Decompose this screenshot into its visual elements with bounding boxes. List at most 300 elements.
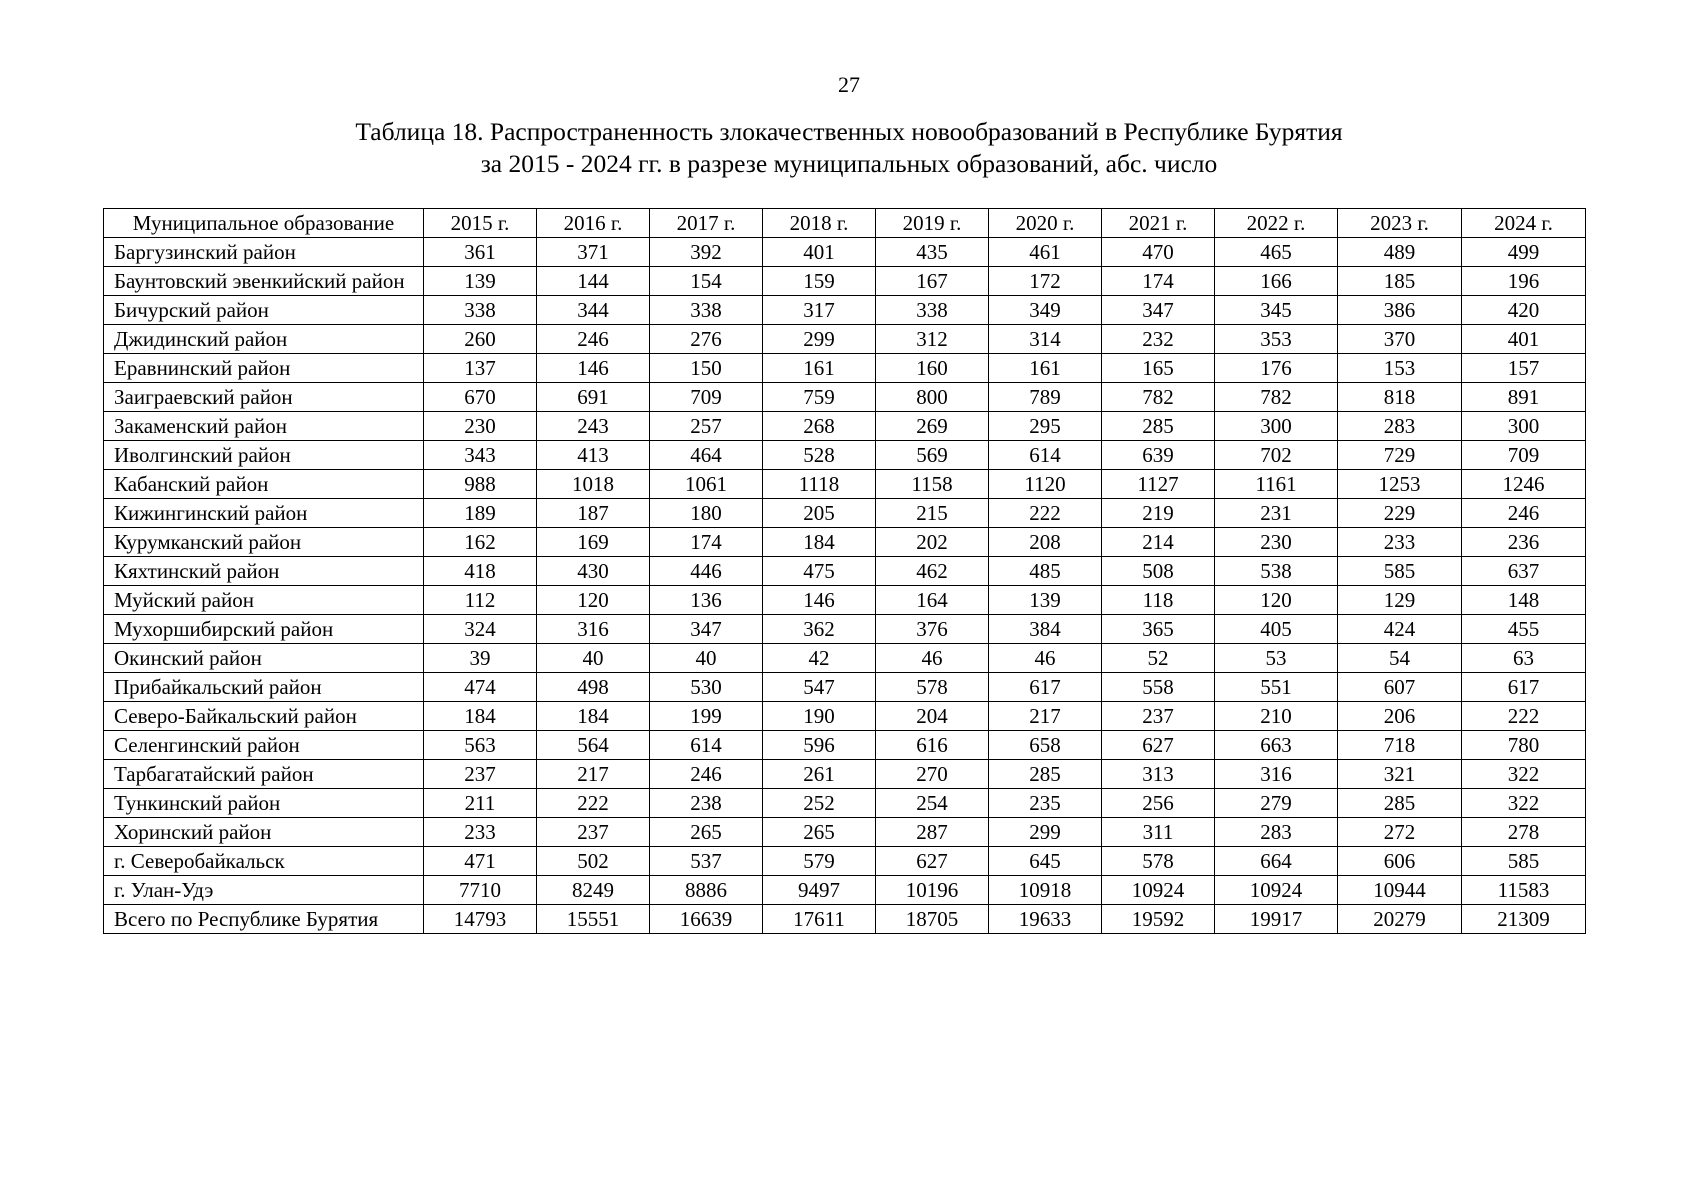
cell-value: 246 xyxy=(1462,499,1586,528)
cell-value: 222 xyxy=(537,789,650,818)
municipality-name: Тункинский район xyxy=(104,789,424,818)
table-row xyxy=(104,586,1586,615)
cell-value: 184 xyxy=(537,702,650,731)
table-row xyxy=(104,905,1586,934)
cell-value: 167 xyxy=(876,267,989,296)
municipality-name: Джидинский район xyxy=(104,325,424,354)
cell-value: 465 xyxy=(1215,238,1338,267)
municipality-name: Кяхтинский район xyxy=(104,557,424,586)
cell-value: 343 xyxy=(424,441,537,470)
table-row xyxy=(104,470,1586,499)
cell-value: 321 xyxy=(1338,760,1462,789)
page-number: 27 xyxy=(838,72,860,97)
cell-value: 14793 xyxy=(424,905,537,934)
cell-value: 639 xyxy=(1102,441,1215,470)
cell-value: 645 xyxy=(989,847,1102,876)
header-year: 2018 г. xyxy=(763,209,876,238)
cell-value: 169 xyxy=(537,528,650,557)
cell-value: 165 xyxy=(1102,354,1215,383)
cell-value: 664 xyxy=(1215,847,1338,876)
cell-value: 1120 xyxy=(989,470,1102,499)
cell-value: 551 xyxy=(1215,673,1338,702)
table-title-line-2: за 2015 - 2024 гг. в разрезе муниципальных образований, абс. число xyxy=(480,149,1218,178)
municipality-name: Мухоршибирский район xyxy=(104,615,424,644)
municipality-name: Бичурский район xyxy=(104,296,424,325)
cell-value: 530 xyxy=(650,673,763,702)
header-year: 2015 г. xyxy=(424,209,537,238)
table-row xyxy=(104,441,1586,470)
cell-value: 184 xyxy=(763,528,876,557)
cell-value: 39 xyxy=(424,644,537,673)
cell-value: 53 xyxy=(1215,644,1338,673)
cell-value: 464 xyxy=(650,441,763,470)
cell-value: 607 xyxy=(1338,673,1462,702)
cell-value: 19633 xyxy=(989,905,1102,934)
cell-value: 270 xyxy=(876,760,989,789)
cell-value: 252 xyxy=(763,789,876,818)
table-row xyxy=(104,673,1586,702)
municipality-name: Всего по Республике Бурятия xyxy=(104,905,424,934)
cell-value: 20279 xyxy=(1338,905,1462,934)
table-title xyxy=(0,116,1698,180)
cell-value: 316 xyxy=(537,615,650,644)
cell-value: 19917 xyxy=(1215,905,1338,934)
cell-value: 616 xyxy=(876,731,989,760)
cell-value: 287 xyxy=(876,818,989,847)
cell-value: 384 xyxy=(989,615,1102,644)
cell-value: 146 xyxy=(763,586,876,615)
cell-value: 499 xyxy=(1462,238,1586,267)
municipality-name: Окинский район xyxy=(104,644,424,673)
cell-value: 627 xyxy=(1102,731,1215,760)
cell-value: 261 xyxy=(763,760,876,789)
municipality-name: Муйский район xyxy=(104,586,424,615)
cell-value: 988 xyxy=(424,470,537,499)
cell-value: 606 xyxy=(1338,847,1462,876)
header-municipality: Муниципальное образование xyxy=(104,209,424,238)
cell-value: 19592 xyxy=(1102,905,1215,934)
cell-value: 16639 xyxy=(650,905,763,934)
cell-value: 462 xyxy=(876,557,989,586)
cell-value: 217 xyxy=(989,702,1102,731)
cell-value: 637 xyxy=(1462,557,1586,586)
cell-value: 237 xyxy=(1102,702,1215,731)
cell-value: 230 xyxy=(424,412,537,441)
table-row xyxy=(104,760,1586,789)
cell-value: 338 xyxy=(650,296,763,325)
cell-value: 617 xyxy=(1462,673,1586,702)
cell-value: 780 xyxy=(1462,731,1586,760)
cell-value: 1118 xyxy=(763,470,876,499)
municipality-name: Баргузинский район xyxy=(104,238,424,267)
cell-value: 709 xyxy=(1462,441,1586,470)
table-row xyxy=(104,383,1586,412)
cell-value: 202 xyxy=(876,528,989,557)
cell-value: 269 xyxy=(876,412,989,441)
cell-value: 376 xyxy=(876,615,989,644)
cell-value: 312 xyxy=(876,325,989,354)
cell-value: 206 xyxy=(1338,702,1462,731)
municipality-name: Иволгинский район xyxy=(104,441,424,470)
table-row xyxy=(104,238,1586,267)
cell-value: 146 xyxy=(537,354,650,383)
cell-value: 446 xyxy=(650,557,763,586)
cell-value: 136 xyxy=(650,586,763,615)
cell-value: 174 xyxy=(1102,267,1215,296)
cell-value: 371 xyxy=(537,238,650,267)
cell-value: 157 xyxy=(1462,354,1586,383)
cell-value: 129 xyxy=(1338,586,1462,615)
cell-value: 161 xyxy=(989,354,1102,383)
cell-value: 172 xyxy=(989,267,1102,296)
cell-value: 322 xyxy=(1462,789,1586,818)
cell-value: 547 xyxy=(763,673,876,702)
cell-value: 185 xyxy=(1338,267,1462,296)
cell-value: 260 xyxy=(424,325,537,354)
cell-value: 161 xyxy=(763,354,876,383)
cell-value: 10196 xyxy=(876,876,989,905)
cell-value: 392 xyxy=(650,238,763,267)
cell-value: 8886 xyxy=(650,876,763,905)
cell-value: 18705 xyxy=(876,905,989,934)
cell-value: 174 xyxy=(650,528,763,557)
cell-value: 190 xyxy=(763,702,876,731)
cell-value: 233 xyxy=(1338,528,1462,557)
cell-value: 54 xyxy=(1338,644,1462,673)
cell-value: 709 xyxy=(650,383,763,412)
cell-value: 208 xyxy=(989,528,1102,557)
header-year: 2016 г. xyxy=(537,209,650,238)
cell-value: 285 xyxy=(1338,789,1462,818)
cell-value: 322 xyxy=(1462,760,1586,789)
cell-value: 199 xyxy=(650,702,763,731)
cell-value: 299 xyxy=(989,818,1102,847)
cell-value: 718 xyxy=(1338,731,1462,760)
cell-value: 246 xyxy=(650,760,763,789)
cell-value: 401 xyxy=(1462,325,1586,354)
cell-value: 187 xyxy=(537,499,650,528)
cell-value: 614 xyxy=(650,731,763,760)
cell-value: 300 xyxy=(1462,412,1586,441)
cell-value: 295 xyxy=(989,412,1102,441)
header-year: 2022 г. xyxy=(1215,209,1338,238)
table-row xyxy=(104,731,1586,760)
cell-value: 205 xyxy=(763,499,876,528)
cell-value: 120 xyxy=(537,586,650,615)
cell-value: 789 xyxy=(989,383,1102,412)
table-row xyxy=(104,499,1586,528)
table-row xyxy=(104,267,1586,296)
cell-value: 164 xyxy=(876,586,989,615)
cell-value: 235 xyxy=(989,789,1102,818)
municipality-name: Северо-Байкальский район xyxy=(104,702,424,731)
cell-value: 63 xyxy=(1462,644,1586,673)
municipality-name: г. Улан-Удэ xyxy=(104,876,424,905)
cell-value: 210 xyxy=(1215,702,1338,731)
table-row xyxy=(104,818,1586,847)
cell-value: 485 xyxy=(989,557,1102,586)
cell-value: 361 xyxy=(424,238,537,267)
cell-value: 702 xyxy=(1215,441,1338,470)
cell-value: 215 xyxy=(876,499,989,528)
cell-value: 154 xyxy=(650,267,763,296)
cell-value: 217 xyxy=(537,760,650,789)
cell-value: 386 xyxy=(1338,296,1462,325)
cell-value: 256 xyxy=(1102,789,1215,818)
cell-value: 324 xyxy=(424,615,537,644)
table-row xyxy=(104,702,1586,731)
cell-value: 204 xyxy=(876,702,989,731)
municipality-name: Закаменский район xyxy=(104,412,424,441)
cell-value: 257 xyxy=(650,412,763,441)
cell-value: 344 xyxy=(537,296,650,325)
cell-value: 311 xyxy=(1102,818,1215,847)
table-row xyxy=(104,325,1586,354)
cell-value: 231 xyxy=(1215,499,1338,528)
cell-value: 1246 xyxy=(1462,470,1586,499)
cell-value: 508 xyxy=(1102,557,1215,586)
cell-value: 150 xyxy=(650,354,763,383)
cell-value: 1253 xyxy=(1338,470,1462,499)
cell-value: 230 xyxy=(1215,528,1338,557)
cell-value: 627 xyxy=(876,847,989,876)
cell-value: 219 xyxy=(1102,499,1215,528)
cell-value: 564 xyxy=(537,731,650,760)
cell-value: 413 xyxy=(537,441,650,470)
table-row xyxy=(104,847,1586,876)
cell-value: 455 xyxy=(1462,615,1586,644)
cell-value: 617 xyxy=(989,673,1102,702)
cell-value: 471 xyxy=(424,847,537,876)
cell-value: 614 xyxy=(989,441,1102,470)
cell-value: 538 xyxy=(1215,557,1338,586)
cell-value: 585 xyxy=(1462,847,1586,876)
municipality-name: Заиграевский район xyxy=(104,383,424,412)
cell-value: 10918 xyxy=(989,876,1102,905)
cell-value: 299 xyxy=(763,325,876,354)
cell-value: 137 xyxy=(424,354,537,383)
cell-value: 489 xyxy=(1338,238,1462,267)
cancer-prevalence-table xyxy=(103,208,1586,934)
header-year: 2023 г. xyxy=(1338,209,1462,238)
cell-value: 759 xyxy=(763,383,876,412)
cell-value: 537 xyxy=(650,847,763,876)
cell-value: 148 xyxy=(1462,586,1586,615)
cell-value: 349 xyxy=(989,296,1102,325)
cell-value: 347 xyxy=(1102,296,1215,325)
cell-value: 558 xyxy=(1102,673,1215,702)
cell-value: 276 xyxy=(650,325,763,354)
table-row xyxy=(104,615,1586,644)
cell-value: 184 xyxy=(424,702,537,731)
cell-value: 353 xyxy=(1215,325,1338,354)
cell-value: 528 xyxy=(763,441,876,470)
cell-value: 1061 xyxy=(650,470,763,499)
cell-value: 233 xyxy=(424,818,537,847)
cell-value: 238 xyxy=(650,789,763,818)
cell-value: 159 xyxy=(763,267,876,296)
cell-value: 10944 xyxy=(1338,876,1462,905)
cell-value: 8249 xyxy=(537,876,650,905)
cell-value: 579 xyxy=(763,847,876,876)
cell-value: 236 xyxy=(1462,528,1586,557)
cell-value: 278 xyxy=(1462,818,1586,847)
cell-value: 670 xyxy=(424,383,537,412)
cell-value: 418 xyxy=(424,557,537,586)
cell-value: 782 xyxy=(1215,383,1338,412)
cell-value: 153 xyxy=(1338,354,1462,383)
cell-value: 9497 xyxy=(763,876,876,905)
cell-value: 10924 xyxy=(1102,876,1215,905)
cell-value: 144 xyxy=(537,267,650,296)
cell-value: 818 xyxy=(1338,383,1462,412)
cell-value: 222 xyxy=(989,499,1102,528)
cell-value: 338 xyxy=(424,296,537,325)
cell-value: 345 xyxy=(1215,296,1338,325)
table-header-row xyxy=(104,209,1586,238)
header-year: 2019 г. xyxy=(876,209,989,238)
cell-value: 470 xyxy=(1102,238,1215,267)
cell-value: 300 xyxy=(1215,412,1338,441)
cell-value: 1161 xyxy=(1215,470,1338,499)
table-row xyxy=(104,528,1586,557)
cell-value: 800 xyxy=(876,383,989,412)
municipality-name: Селенгинский район xyxy=(104,731,424,760)
cell-value: 362 xyxy=(763,615,876,644)
cell-value: 211 xyxy=(424,789,537,818)
cell-value: 474 xyxy=(424,673,537,702)
cell-value: 265 xyxy=(763,818,876,847)
cell-value: 430 xyxy=(537,557,650,586)
cell-value: 268 xyxy=(763,412,876,441)
table-row xyxy=(104,354,1586,383)
cell-value: 166 xyxy=(1215,267,1338,296)
cell-value: 317 xyxy=(763,296,876,325)
table-row xyxy=(104,412,1586,441)
cell-value: 578 xyxy=(1102,847,1215,876)
cell-value: 316 xyxy=(1215,760,1338,789)
cell-value: 347 xyxy=(650,615,763,644)
table-row xyxy=(104,296,1586,325)
cell-value: 435 xyxy=(876,238,989,267)
cell-value: 578 xyxy=(876,673,989,702)
cell-value: 569 xyxy=(876,441,989,470)
cell-value: 420 xyxy=(1462,296,1586,325)
cell-value: 365 xyxy=(1102,615,1215,644)
cell-value: 283 xyxy=(1338,412,1462,441)
cell-value: 139 xyxy=(424,267,537,296)
cell-value: 658 xyxy=(989,731,1102,760)
cell-value: 498 xyxy=(537,673,650,702)
cell-value: 285 xyxy=(989,760,1102,789)
cell-value: 265 xyxy=(650,818,763,847)
cell-value: 40 xyxy=(650,644,763,673)
cell-value: 313 xyxy=(1102,760,1215,789)
municipality-name: Еравнинский район xyxy=(104,354,424,383)
cell-value: 222 xyxy=(1462,702,1586,731)
table-title-line-1: Таблица 18. Распространенность злокачественных новообразований в Республике Бурятия xyxy=(355,117,1343,146)
cell-value: 46 xyxy=(989,644,1102,673)
municipality-name: Баунтовский эвенкийский район xyxy=(104,267,424,296)
cell-value: 160 xyxy=(876,354,989,383)
cell-value: 401 xyxy=(763,238,876,267)
cell-value: 272 xyxy=(1338,818,1462,847)
cell-value: 180 xyxy=(650,499,763,528)
municipality-name: Курумканский район xyxy=(104,528,424,557)
cell-value: 52 xyxy=(1102,644,1215,673)
cell-value: 112 xyxy=(424,586,537,615)
cell-value: 7710 xyxy=(424,876,537,905)
cell-value: 596 xyxy=(763,731,876,760)
cell-value: 15551 xyxy=(537,905,650,934)
table-row xyxy=(104,557,1586,586)
header-year: 2020 г. xyxy=(989,209,1102,238)
municipality-name: Тарбагатайский район xyxy=(104,760,424,789)
cell-value: 314 xyxy=(989,325,1102,354)
cell-value: 42 xyxy=(763,644,876,673)
header-year: 2017 г. xyxy=(650,209,763,238)
cell-value: 237 xyxy=(537,818,650,847)
cell-value: 176 xyxy=(1215,354,1338,383)
cell-value: 243 xyxy=(537,412,650,441)
municipality-name: г. Северобайкальск xyxy=(104,847,424,876)
cell-value: 1018 xyxy=(537,470,650,499)
cell-value: 891 xyxy=(1462,383,1586,412)
cell-value: 229 xyxy=(1338,499,1462,528)
cell-value: 279 xyxy=(1215,789,1338,818)
cell-value: 782 xyxy=(1102,383,1215,412)
cell-value: 729 xyxy=(1338,441,1462,470)
cell-value: 118 xyxy=(1102,586,1215,615)
municipality-name: Кижингинский район xyxy=(104,499,424,528)
cell-value: 162 xyxy=(424,528,537,557)
cell-value: 1158 xyxy=(876,470,989,499)
cell-value: 189 xyxy=(424,499,537,528)
table-row xyxy=(104,789,1586,818)
header-year: 2021 г. xyxy=(1102,209,1215,238)
cell-value: 214 xyxy=(1102,528,1215,557)
table-body xyxy=(104,238,1586,934)
cell-value: 46 xyxy=(876,644,989,673)
cell-value: 502 xyxy=(537,847,650,876)
municipality-name: Кабанский район xyxy=(104,470,424,499)
cell-value: 21309 xyxy=(1462,905,1586,934)
cell-value: 563 xyxy=(424,731,537,760)
cell-value: 120 xyxy=(1215,586,1338,615)
municipality-name: Прибайкальский район xyxy=(104,673,424,702)
cell-value: 691 xyxy=(537,383,650,412)
cell-value: 196 xyxy=(1462,267,1586,296)
cell-value: 254 xyxy=(876,789,989,818)
cell-value: 283 xyxy=(1215,818,1338,847)
cell-value: 40 xyxy=(537,644,650,673)
table-row xyxy=(104,876,1586,905)
cell-value: 370 xyxy=(1338,325,1462,354)
cell-value: 475 xyxy=(763,557,876,586)
cell-value: 285 xyxy=(1102,412,1215,441)
cell-value: 10924 xyxy=(1215,876,1338,905)
cell-value: 338 xyxy=(876,296,989,325)
cell-value: 1127 xyxy=(1102,470,1215,499)
cell-value: 237 xyxy=(424,760,537,789)
header-year: 2024 г. xyxy=(1462,209,1586,238)
table-row xyxy=(104,644,1586,673)
cell-value: 663 xyxy=(1215,731,1338,760)
municipality-name: Хоринский район xyxy=(104,818,424,847)
cell-value: 17611 xyxy=(763,905,876,934)
cell-value: 585 xyxy=(1338,557,1462,586)
cell-value: 461 xyxy=(989,238,1102,267)
